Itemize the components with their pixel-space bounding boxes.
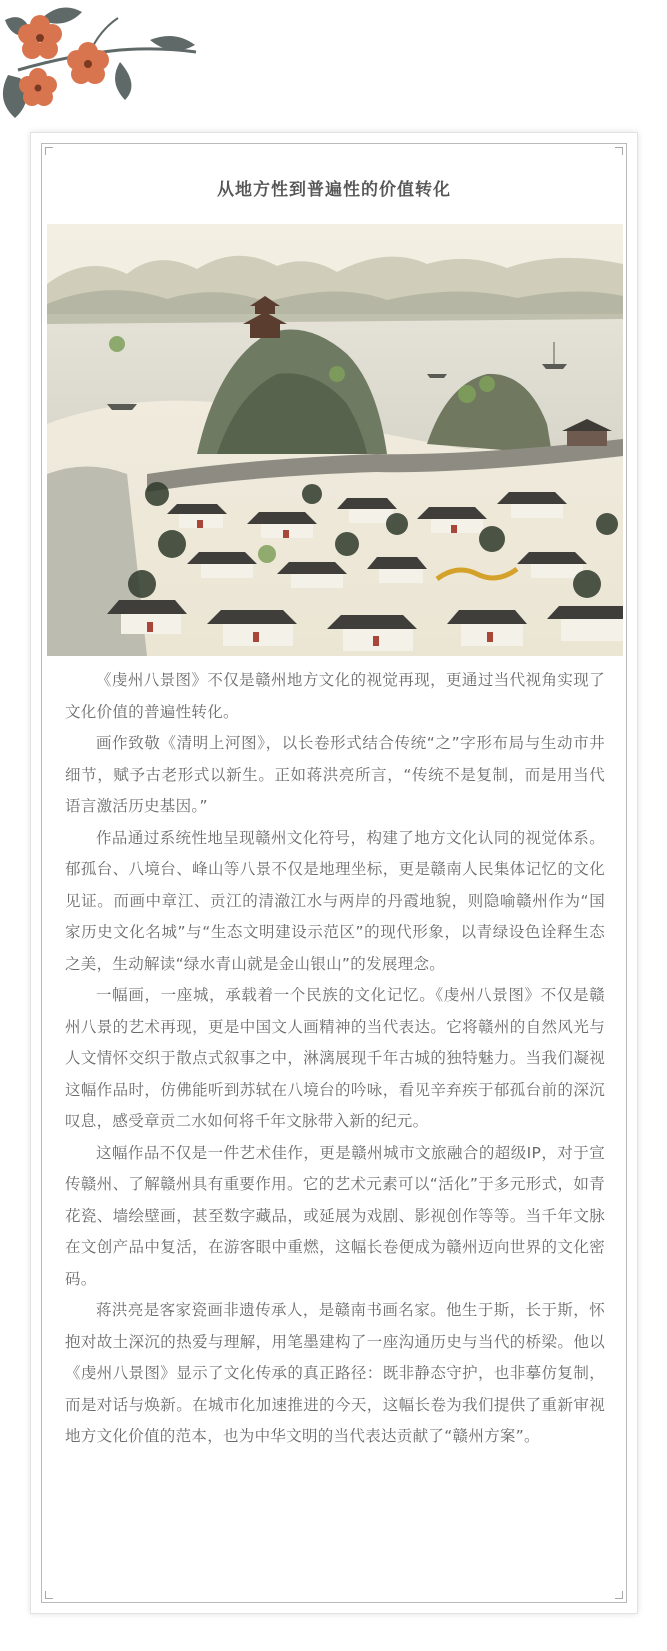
- paragraph: 画作致敬《清明上河图》，以长卷形式结合传统“之”字形布局与生动市井细节，赋予古老形式以新生。正如蒋洪亮所言，“传统不是复制，而是用当代语言激活历史基因。”: [65, 734, 605, 815]
- article-card: [30, 132, 638, 1614]
- flower-branch-icon: [0, 0, 210, 125]
- corner-ornament: [615, 1591, 623, 1599]
- corner-ornament: [45, 1591, 53, 1599]
- painting-image: [47, 224, 623, 656]
- paragraph: 一幅画，一座城，承载着一个民族的文化记忆。《虔州八景图》不仅是赣州八景的艺术再现，更是中国文人画精神的当代表达。它将赣州的自然风光与人文情怀交织于散点式叙事之中，淋漓展现千年古城的独特魅力。当我们凝视这幅作品时，仿佛能听到苏轼在八境台的吟咏，看见辛弃疾于郁孤台前的深沉叹息，感受章贡二水如何将千年文脉带入新的纪元。: [65, 986, 605, 1130]
- paragraph: 蒋洪亮是客家瓷画非遗传承人，是赣南书画名家。他生于斯，长于斯，怀抱对故土深沉的热爱与理解，用笔墨建构了一座沟通历史与当代的桥梁。他以《虔州八景图》显示了文化传承的真正路径：既非静态守护，也非摹仿复制，而是对话与焕新。在城市化加速推进的今天，这幅长卷为我们提供了重新审视地方文化价值的范本，也为中华文明的当代表达贡献了“赣州方案”。: [65, 1301, 605, 1445]
- paragraph: 作品通过系统性地呈现赣州文化符号，构建了地方文化认同的视觉体系。郁孤台、八境台、峰山等八景不仅是地理坐标，更是赣南人民集体记忆的文化见证。而画中章江、贡江的清澈江水与两岸的丹霞地貌，则隐喻赣州作为“国家历史文化名城”与“生态文明建设示范区”的现代形象，以青绿设色诠释生态之美，生动解读“绿水青山就是金山银山”的发展理念。: [65, 828, 605, 973]
- paragraph: 这幅作品不仅是一件艺术佳作，更是赣州城市文旅融合的超级IP，对于宣传赣州、了解赣州具有重要作用。它的艺术元素可以“活化”于多元形式，如青花瓷、墙绘壁画，甚至数字藏品，或延展为戏剧、影视创作等等。当千年文脉在文创产品中复活，在游客眼中重燃，这幅长卷便成为赣州迈向世界的文化密码。: [65, 1143, 605, 1288]
- corner-ornament: [45, 147, 53, 155]
- article-title: 从地方性到普遍性的价值转化: [217, 180, 451, 200]
- paragraph: 《虔州八景图》不仅是赣州地方文化的视觉再现，更通过当代视角实现了文化价值的普遍性转化。: [65, 671, 605, 721]
- article-body: [65, 665, 605, 1453]
- corner-ornament: [615, 147, 623, 155]
